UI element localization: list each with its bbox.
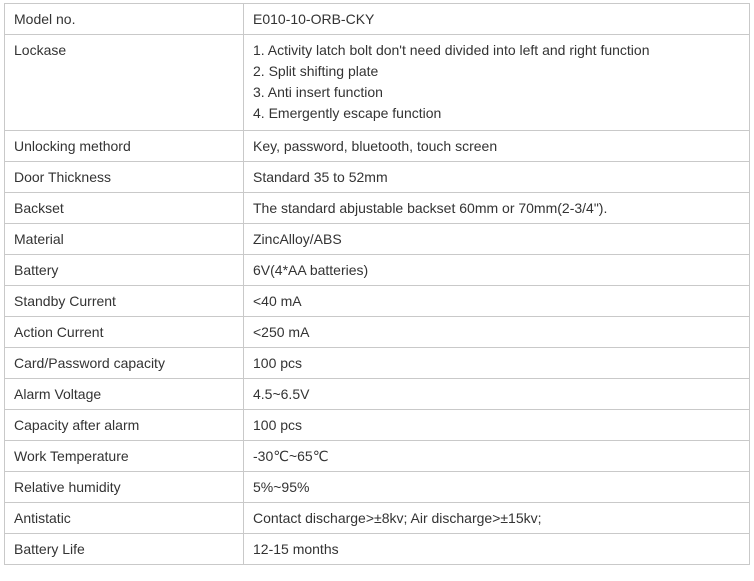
table-row bbox=[5, 348, 750, 379]
spec-label-material: Material bbox=[5, 224, 244, 255]
spec-value-alarm-voltage: 4.5~6.5V bbox=[244, 379, 750, 410]
spec-label-door-thickness: Door Thickness bbox=[5, 162, 244, 193]
table-row bbox=[5, 317, 750, 348]
spec-label-alarm-voltage: Alarm Voltage bbox=[5, 379, 244, 410]
spec-value-card-password-capacity: 100 pcs bbox=[244, 348, 750, 379]
spec-value-door-thickness: Standard 35 to 52mm bbox=[244, 162, 750, 193]
spec-value-battery: 6V(4*AA batteries) bbox=[244, 255, 750, 286]
table-row bbox=[5, 224, 750, 255]
spec-label-lockase: Lockase bbox=[5, 35, 244, 131]
spec-label-battery: Battery bbox=[5, 255, 244, 286]
spec-label-standby-current: Standby Current bbox=[5, 286, 244, 317]
table-row bbox=[5, 131, 750, 162]
table-row bbox=[5, 441, 750, 472]
table-row bbox=[5, 286, 750, 317]
spec-table bbox=[4, 3, 750, 565]
spec-label-antistatic: Antistatic bbox=[5, 503, 244, 534]
table-row bbox=[5, 255, 750, 286]
spec-label-model-no: Model no. bbox=[5, 4, 244, 35]
spec-value-battery-life: 12-15 months bbox=[244, 534, 750, 565]
spec-value-backset: The standard abjustable backset 60mm or 70mm(2-3/4"). bbox=[244, 193, 750, 224]
spec-value-unlocking-method: Key, password, bluetooth, touch screen bbox=[244, 131, 750, 162]
spec-value-relative-humidity: 5%~95% bbox=[244, 472, 750, 503]
spec-value-lockase bbox=[244, 35, 750, 131]
table-row bbox=[5, 379, 750, 410]
spec-label-action-current: Action Current bbox=[5, 317, 244, 348]
table-row bbox=[5, 193, 750, 224]
table-row bbox=[5, 4, 750, 35]
table-row bbox=[5, 35, 750, 131]
spec-value-action-current: <250 mA bbox=[244, 317, 750, 348]
spec-label-backset: Backset bbox=[5, 193, 244, 224]
spec-label-relative-humidity: Relative humidity bbox=[5, 472, 244, 503]
spec-label-card-password-capacity: Card/Password capacity bbox=[5, 348, 244, 379]
table-row bbox=[5, 162, 750, 193]
spec-label-battery-life: Battery Life bbox=[5, 534, 244, 565]
table-row bbox=[5, 503, 750, 534]
table-row bbox=[5, 534, 750, 565]
spec-value-capacity-after-alarm: 100 pcs bbox=[244, 410, 750, 441]
lockase-feature-3: 3. Anti insert function bbox=[253, 84, 383, 100]
lockase-feature-4: 4. Emergently escape function bbox=[253, 105, 442, 121]
table-row bbox=[5, 410, 750, 441]
lockase-feature-2: 2. Split shifting plate bbox=[253, 63, 379, 79]
spec-value-work-temperature: -30℃~65℃ bbox=[244, 441, 750, 472]
spec-value-model-no: E010-10-ORB-CKY bbox=[244, 4, 750, 35]
lockase-feature-1: 1. Activity latch bolt don't need divided into left and right function bbox=[253, 42, 650, 58]
spec-label-unlocking-method: Unlocking methord bbox=[5, 131, 244, 162]
spec-label-work-temperature: Work Temperature bbox=[5, 441, 244, 472]
spec-value-antistatic: Contact discharge>±8kv; Air discharge>±15kv; bbox=[244, 503, 750, 534]
table-row bbox=[5, 472, 750, 503]
spec-value-material: ZincAlloy/ABS bbox=[244, 224, 750, 255]
spec-value-standby-current: <40 mA bbox=[244, 286, 750, 317]
spec-label-capacity-after-alarm: Capacity after alarm bbox=[5, 410, 244, 441]
